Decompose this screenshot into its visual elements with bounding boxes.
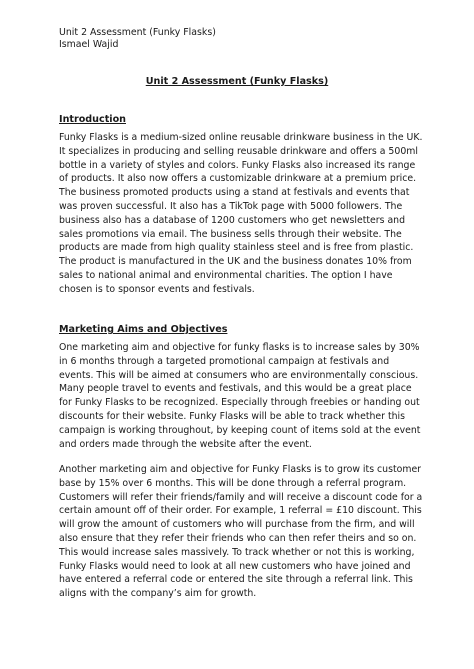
header-author-name: Ismael Wajid	[59, 39, 119, 50]
header-assessment-title: Unit 2 Assessment (Funky Flasks)	[59, 27, 216, 38]
document-header	[59, 27, 216, 51]
marketing-aims-paragraph-1: One marketing aim and objective for funky flasks is to increase sales by 30% in 6 months through a targeted promotional campaign at festivals and events. This will be aimed at consumers who are environmentally conscious. Many people travel to events and festivals, and this would be a great place for Funky Flasks to be recognized. Especially through freebies or handing out discounts for their website. Funky Flasks will be able to track whether this campaign is working throughout, by keeping count of items sold at the event and orders made through the website after the event.	[59, 342, 421, 450]
marketing-aims-paragraph-2: Another marketing aim and objective for Funky Flasks is to grow its customer base by 15% over 6 months. This will be done through a referral program. Customers will refer their friends/family and will receive a discount code for a certain amount off of their order. For example, 1 referral = £10 discount. This will grow the amount of customers who will purchase from the firm, and will also ensure that they refer their friends who can then refer theirs and so on. This would increase sales massively. To track whether or not this is working, Funky Flasks would need to look at all new customers who have joined and have entered a referral code or entered the site through a referral link. This aligns with the company’s aim for growth.	[59, 464, 423, 600]
introduction-paragraph: Funky Flasks is a medium-sized online reusable drinkware business in the UK. It specializes in producing and selling reusable drinkware and offers a 500ml bottle in a variety of styles and colors. Funky Flasks also increased its range of products. It also now offers a customizable drinkware at a premium price. The business promoted products using a stand at festivals and events that was proven successful. It also has a TikTok page with 5000 followers. The business also has a database of 1200 customers who get newsletters and sales promotions via email. The business sells through their website. The products are made from high quality stainless steel and is free from plastic. The product is manufactured in the UK and the business donates 10% from sales to national animal and environmental charities. The option I have chosen is to sponsor events and festivals.	[59, 132, 423, 295]
section-heading-introduction: Introduction	[59, 114, 126, 125]
section-heading-marketing-aims: Marketing Aims and Objectives	[59, 324, 228, 335]
document-title: Unit 2 Assessment (Funky Flasks)	[145, 76, 329, 87]
